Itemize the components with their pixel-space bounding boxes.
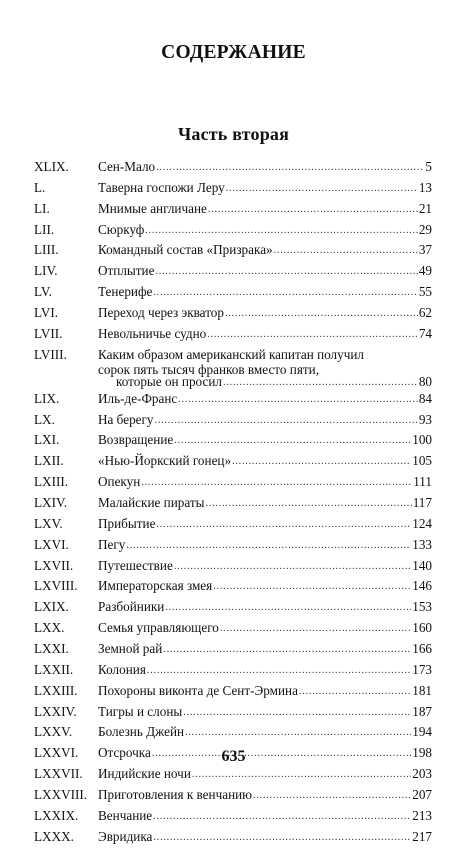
chapter-number: LXXVI. bbox=[34, 745, 79, 761]
chapter-title: Тигры и слоны bbox=[98, 703, 183, 719]
chapter-page: 203 bbox=[412, 766, 432, 782]
dot-leader bbox=[226, 179, 418, 199]
chapter-title: Невольничье судно bbox=[98, 325, 207, 341]
chapter-title: Отсрочка bbox=[98, 745, 151, 761]
toc-entry bbox=[34, 220, 432, 241]
toc-entry bbox=[34, 514, 432, 535]
toc-entry bbox=[34, 535, 432, 556]
chapter-title: Императорская змея bbox=[98, 578, 213, 594]
chapter-page: 111 bbox=[413, 474, 432, 490]
chapter-page: 173 bbox=[412, 661, 432, 677]
chapter-page: 140 bbox=[412, 557, 432, 573]
chapter-title: Индийские ночи bbox=[98, 766, 191, 782]
dot-leader bbox=[208, 200, 418, 220]
chapter-number: LXXVIII. bbox=[34, 787, 88, 803]
dot-leader bbox=[174, 557, 411, 577]
chapter-number: LII. bbox=[34, 221, 55, 237]
chapter-number: LXIX. bbox=[34, 599, 69, 615]
toc-entry bbox=[34, 261, 432, 282]
toc-entry bbox=[34, 597, 432, 618]
chapter-title: Пегу bbox=[98, 536, 126, 552]
chapter-page: 100 bbox=[412, 432, 432, 448]
chapter-number: LXII. bbox=[34, 453, 64, 469]
chapter-number: LVIII. bbox=[34, 346, 67, 362]
chapter-title: Похороны виконта де Сент-Эрмина bbox=[98, 682, 298, 698]
chapter-number: LXXI. bbox=[34, 641, 69, 657]
toc-entry bbox=[34, 430, 432, 451]
dot-leader bbox=[174, 431, 411, 451]
chapter-page: 80 bbox=[418, 373, 432, 389]
toc-entry bbox=[34, 389, 432, 410]
toc-entry bbox=[34, 451, 432, 472]
toc-entry bbox=[34, 157, 432, 178]
chapter-page: 207 bbox=[412, 787, 432, 803]
chapter-page: 187 bbox=[412, 703, 432, 719]
chapter-title: Сюркуф bbox=[98, 221, 145, 237]
chapter-title: На берегу bbox=[98, 411, 154, 427]
chapter-title: Болезнь Джейн bbox=[98, 724, 185, 740]
toc-entry bbox=[34, 639, 432, 660]
toc-entry bbox=[34, 764, 432, 785]
chapter-number: LIX. bbox=[34, 390, 60, 406]
dot-leader bbox=[153, 828, 411, 848]
toc-entry bbox=[34, 324, 432, 345]
chapter-title: Переход через экватор bbox=[98, 305, 224, 321]
chapter-page: 5 bbox=[425, 159, 432, 174]
chapter-number: LXVIII. bbox=[34, 578, 78, 594]
dot-leader bbox=[274, 241, 418, 261]
dot-leader bbox=[163, 640, 411, 660]
chapter-title: Колония bbox=[98, 661, 146, 677]
page-number: 635 bbox=[221, 748, 246, 765]
chapter-page: 124 bbox=[412, 515, 432, 531]
dot-leader bbox=[207, 325, 418, 345]
dot-leader bbox=[232, 452, 411, 472]
chapter-title: Тенерифе bbox=[98, 284, 153, 300]
toc-entry bbox=[34, 827, 432, 848]
dot-leader bbox=[192, 765, 411, 785]
chapter-number: LXV. bbox=[34, 515, 63, 531]
toc-entry bbox=[34, 345, 432, 389]
dot-leader bbox=[145, 221, 418, 241]
dot-leader bbox=[299, 682, 411, 702]
dot-leader bbox=[153, 807, 411, 827]
chapter-number: LX. bbox=[34, 411, 55, 427]
chapter-title-line: Каким образом американский капитан получил bbox=[98, 346, 364, 362]
toc-entry bbox=[34, 410, 432, 431]
chapter-title: Земной рай bbox=[98, 641, 163, 657]
chapter-number: LXXII. bbox=[34, 661, 74, 677]
chapter-number: LXVII. bbox=[34, 557, 74, 573]
dot-leader bbox=[147, 661, 411, 681]
chapter-page: 105 bbox=[412, 453, 432, 469]
toc-entry bbox=[34, 806, 432, 827]
toc-entry bbox=[34, 556, 432, 577]
toc-entry bbox=[34, 660, 432, 681]
chapter-number: LXX. bbox=[34, 620, 65, 636]
chapter-page: 49 bbox=[418, 263, 432, 279]
chapter-page: 146 bbox=[412, 578, 432, 594]
dot-leader bbox=[213, 577, 411, 597]
chapter-page: 84 bbox=[418, 390, 432, 406]
chapter-number: LI. bbox=[34, 200, 50, 216]
chapter-title: Отплытие bbox=[98, 263, 155, 279]
chapter-title: Разбойники bbox=[98, 599, 165, 615]
chapter-number: LXXVII. bbox=[34, 766, 83, 782]
dot-leader bbox=[183, 703, 411, 723]
toc-entry bbox=[34, 785, 432, 806]
chapter-title-line: сорок пять тысяч франков вместо пяти, bbox=[98, 361, 320, 377]
chapter-number: LXXIX. bbox=[34, 807, 79, 823]
toc-entry bbox=[34, 199, 432, 220]
dot-leader bbox=[206, 494, 412, 514]
chapter-number: LV. bbox=[34, 284, 52, 300]
chapter-title: Путешествие bbox=[98, 557, 173, 573]
chapter-page: 93 bbox=[418, 411, 432, 427]
chapter-page: 160 bbox=[412, 620, 432, 636]
chapter-page: 198 bbox=[412, 745, 432, 761]
chapter-title: Опекун bbox=[98, 474, 141, 490]
toc-entry bbox=[34, 240, 432, 261]
chapter-page: 194 bbox=[412, 724, 432, 740]
chapter-page: 29 bbox=[418, 221, 432, 237]
chapter-title-line: которые он просил bbox=[116, 373, 222, 389]
chapter-title: «Нью-Йоркский гонец» bbox=[98, 453, 232, 469]
dot-leader bbox=[126, 536, 411, 556]
chapter-number: XLIX. bbox=[34, 159, 69, 174]
toc-entry bbox=[34, 681, 432, 702]
chapter-title: Малайские пираты bbox=[98, 495, 205, 511]
toc-entry bbox=[34, 303, 432, 324]
chapter-title: Таверна госпожи Леру bbox=[98, 179, 225, 195]
chapter-page: 181 bbox=[412, 682, 432, 698]
chapter-number: LXIV. bbox=[34, 495, 68, 511]
dot-leader bbox=[165, 598, 411, 618]
dot-leader bbox=[253, 786, 411, 806]
chapter-number: LIII. bbox=[34, 242, 59, 258]
chapter-number: L. bbox=[34, 179, 46, 195]
toc-entry bbox=[34, 722, 432, 743]
chapter-page: 213 bbox=[412, 807, 432, 823]
toc-entry bbox=[34, 472, 432, 493]
chapter-title: Венчание bbox=[98, 807, 153, 823]
chapter-title: Иль-де-Франс bbox=[98, 390, 178, 406]
chapter-number: LVII. bbox=[34, 325, 63, 341]
dot-leader bbox=[156, 158, 424, 178]
dot-leader bbox=[178, 390, 418, 410]
toc-entry bbox=[34, 282, 432, 303]
toc-entry bbox=[34, 576, 432, 597]
dot-leader bbox=[155, 411, 418, 431]
chapter-number: LXXV. bbox=[34, 724, 73, 740]
chapter-page: 21 bbox=[418, 200, 432, 216]
chapter-page: 74 bbox=[418, 325, 432, 341]
chapter-page: 13 bbox=[418, 179, 432, 195]
toc-entry bbox=[34, 178, 432, 199]
dot-leader bbox=[225, 304, 418, 324]
dot-leader bbox=[141, 473, 412, 493]
toc-entry bbox=[34, 618, 432, 639]
toc-entry bbox=[34, 493, 432, 514]
chapter-title: Сен-Мало bbox=[98, 159, 156, 174]
chapter-title: Возвращение bbox=[98, 432, 174, 448]
chapter-number: LVI. bbox=[34, 305, 59, 321]
dot-leader bbox=[156, 515, 411, 535]
chapter-title: Мнимые англичане bbox=[98, 200, 207, 216]
page-title: СОДЕРЖАНИЕ bbox=[161, 42, 306, 63]
section-heading: Часть вторая bbox=[177, 124, 290, 144]
chapter-number: LIV. bbox=[34, 263, 58, 279]
chapter-page: 55 bbox=[418, 284, 432, 300]
chapter-number: LXXIV. bbox=[34, 703, 77, 719]
chapter-page: 117 bbox=[412, 495, 432, 511]
chapter-number: LXI. bbox=[34, 432, 60, 448]
dot-leader bbox=[185, 723, 411, 743]
chapter-title: Командный состав «Призрака» bbox=[98, 242, 273, 258]
chapter-title: Прибытие bbox=[98, 515, 156, 531]
chapter-page: 217 bbox=[412, 828, 432, 844]
chapter-page: 153 bbox=[412, 599, 432, 615]
dot-leader bbox=[155, 262, 417, 282]
chapter-number: LXIII. bbox=[34, 474, 69, 490]
chapter-number: LXXX. bbox=[34, 828, 74, 844]
chapter-number: LXVI. bbox=[34, 536, 69, 552]
toc-entry bbox=[34, 702, 432, 723]
chapter-title: Приготовления к венчанию bbox=[98, 787, 253, 803]
dot-leader bbox=[153, 283, 417, 303]
dot-leader bbox=[220, 619, 411, 639]
table-of-contents bbox=[34, 157, 432, 848]
chapter-title: Эвридика bbox=[98, 828, 153, 844]
chapter-page: 166 bbox=[412, 641, 432, 657]
chapter-page: 62 bbox=[418, 305, 432, 321]
chapter-number: LXXIII. bbox=[34, 682, 78, 698]
chapter-page: 133 bbox=[412, 536, 432, 552]
chapter-title: Семья управляющего bbox=[98, 620, 219, 636]
chapter-page: 37 bbox=[418, 242, 432, 258]
